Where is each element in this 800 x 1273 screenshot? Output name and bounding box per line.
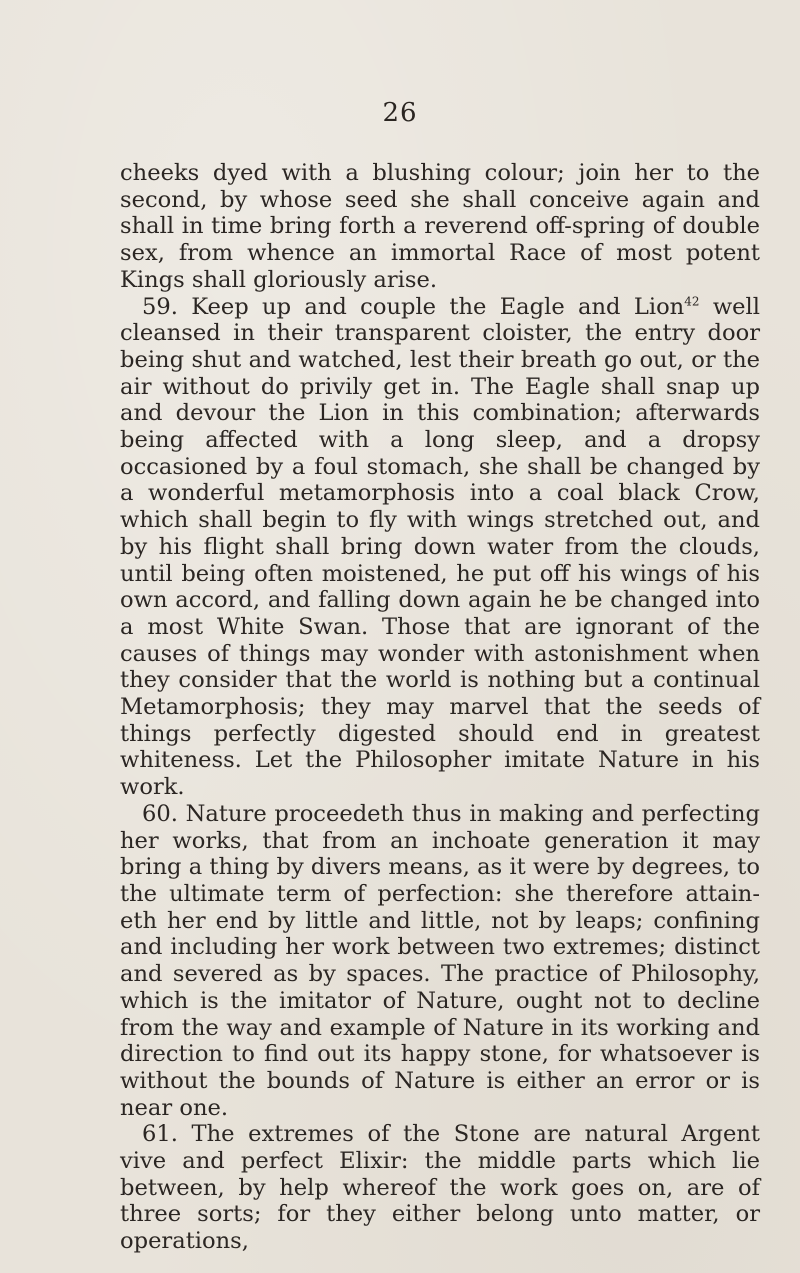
paragraph-59-rest: well cleansed in their transparent cloister, the entry door being shut and watched, lest their breath go out, or the air without do privily get in. The Eagle shall snap up and devour the Lion in this combination; afterwards being affected with a long sleep, and a dropsy occasioned by a foul stomach, she shall be changed by a wonderful metamorphosis into a coal black Crow, which shall begin to fly with wings stretched out, and by his flight shall bring down water from the clouds, until being often moistened, he put off his wings of his own accord, and falling down again he be changed into a most White Swan. Those that are ignorant of the causes of things may wonder with astonishment when they consider that the world is nothing but a continual Metamorphosis; they may marvel that the seeds of things perfectly digested should end in greatest whiteness. Let the Philosopher imitate Nature in his work. xyxy=(120,293,760,801)
paragraph-continued: cheeks dyed with a blushing colour; join her to the second, by whose seed she shall conceive again and shall in time bring forth a reverend off-spring of double sex, from whence an immortal Race of most potent Kings shall gloriously arise. xyxy=(120,160,760,293)
paragraph-61: 61. The extremes of the Stone are natural Argent vive and perfect Elixir: the middle parts which lie between, by help whereof the work goes on, are of three sorts; for they either belong unto matter, or operations, xyxy=(120,1121,760,1255)
body-text xyxy=(120,160,760,1255)
paragraph-59-start: 59. Keep up and couple the Eagle and Lion xyxy=(142,293,685,320)
page-number: 26 xyxy=(382,98,418,128)
paragraph-60: 60. Nature proceedeth thus in making and perfecting her works, that from an inchoate generation it may bring a thing by divers means, as it were by degrees, to the ultimate term of perfection: she therefore attain-eth her end by little and little, not by leaps; confining and including her work between two extremes; distinct and severed as by spaces. The practice of Philosophy, which is the imitator of Nature, ought not to decline from the way and example of Nature in its working and direction to find out its happy stone, for whatsoever is without the bounds of Nature is either an error or is near one. xyxy=(120,800,760,1121)
footnote-marker: 42 xyxy=(684,293,700,308)
paragraph-59 xyxy=(120,294,760,801)
